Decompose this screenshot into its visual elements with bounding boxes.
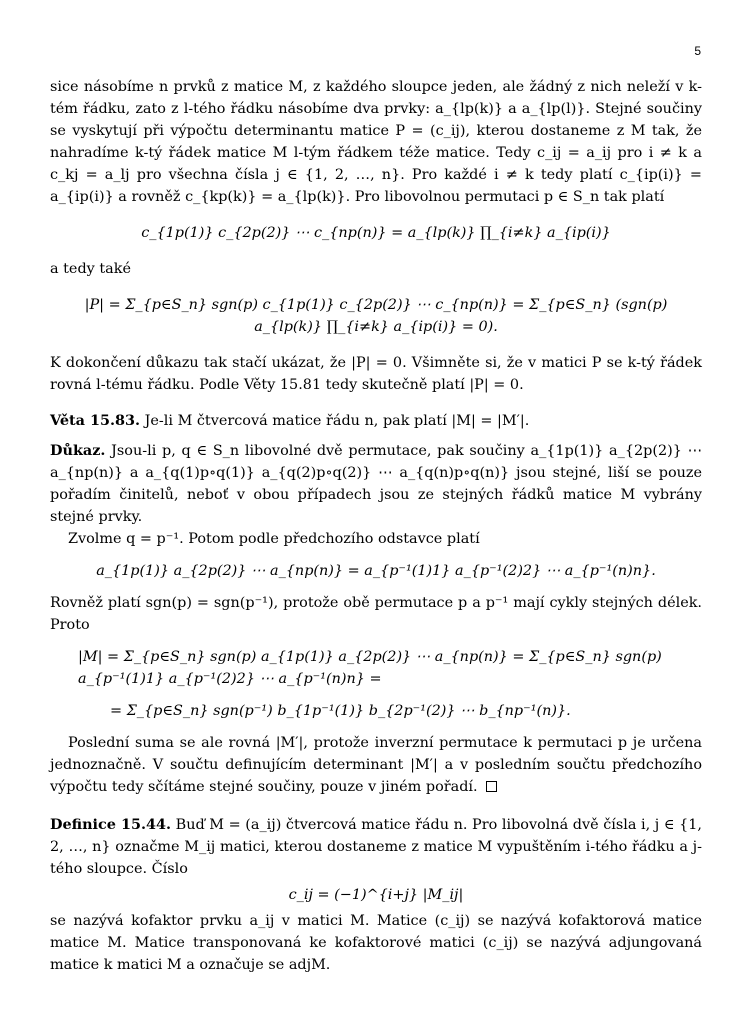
paragraph: Zvolme q = p⁻¹. Potom podle předchozího odstavce platí <box>68 531 480 547</box>
proof-label: Důkaz. <box>50 442 106 459</box>
paragraph: a tedy také <box>50 261 131 277</box>
equation: |M| = Σ_{p∈S_n} sgn(p) a_{1p(1)} a_{2p(2)} ⋯ a_{np(n)} = Σ_{p∈S_n} sgn(p) a_{p⁻¹(1)1} a_{p⁻¹(2)2} ⋯ a_{p⁻¹(n)n} = <box>78 649 662 687</box>
definition-text: Buď M = (a_ij) čtvercová matice řádu n. Pro libovolná dvě čísla i, j ∈ {1, 2, …, n} označme M_ij matici, kterou dostaneme z matice M vypuštěním i-tého řádku a j-tého sloupce. Číslo <box>50 817 702 877</box>
paragraph: sice násobíme n prvků z matice M, z každého sloupce jeden, ale žádný z nich neleží v k-tém řádku, zato z l-tého řádku násobíme dva prvky: a_{lp(k)} a a_{lp(l)}. Stejné součiny se vyskytují při výpočtu determinantu matice P = (c_ij), kterou dostaneme z M tak, že nahradíme k-tý řádek matice M l-tým řádkem téže matice. Tedy c_ij = a_ij pro i ≠ k a c_kj = a_lj pro všechna čísla j ∈ {1, 2, …, n}. Pro každé i ≠ k tedy platí c_{ip(i)} = a_{ip(i)} a rovněž c_{kp(k)} = a_{lp(k)}. Pro libovolnou permutaci p ∈ S_n tak platí <box>50 79 702 205</box>
page-number: 5 <box>694 44 701 58</box>
proof <box>50 440 702 528</box>
definition <box>50 814 702 880</box>
equation: a_{1p(1)} a_{2p(2)} ⋯ a_{np(n)} = a_{p⁻¹(1)1} a_{p⁻¹(2)2} ⋯ a_{p⁻¹(n)n}. <box>96 563 656 579</box>
paragraph-text: Poslední suma se ale rovná |M′|, protože inverzní permutace k permutaci p je určena jednoznačně. V součtu definujícím determinant |M′| a v posledním součtu předchozího výpočtu tedy sčítáme stejné součiny, pouze v jiném pořadí. <box>50 735 702 795</box>
theorem <box>50 410 702 432</box>
qed-square-icon <box>486 781 497 792</box>
definition-label: Definice 15.44. <box>50 816 172 833</box>
equation: c_ij = (−1)^{i+j} |M_ij| <box>288 887 464 903</box>
theorem-text: Je-li M čtvercová matice řádu n, pak platí |M| = |M′|. <box>144 413 530 429</box>
paragraph <box>50 732 702 798</box>
proof-text: Jsou-li p, q ∈ S_n libovolné dvě permutace, pak součiny a_{1p(1)} a_{2p(2)} ⋯ a_{np(n)} a a_{q(1)p∘q(1)} a_{q(2)p∘q(2)} ⋯ a_{q(n)p∘q(n)} jsou stejné, liší se pouze pořadím činitelů, neboť v obou případech jsou ze stejných řádků matice M vybrány stejné prvky. <box>50 443 702 525</box>
equation: = Σ_{p∈S_n} sgn(p⁻¹) b_{1p⁻¹(1)} b_{2p⁻¹(2)} ⋯ b_{np⁻¹(n)}. <box>110 703 571 719</box>
equation: |P| = Σ_{p∈S_n} sgn(p) c_{1p(1)} c_{2p(2)} ⋯ c_{np(n)} = Σ_{p∈S_n} (sgn(p) a_{lp(k)} ∏_{i≠k} a_{ip(i)} = 0). <box>84 297 668 335</box>
equation: c_{1p(1)} c_{2p(2)} ⋯ c_{np(n)} = a_{lp(k)} ∏_{i≠k} a_{ip(i)} <box>141 225 611 241</box>
paragraph: Rovněž platí sgn(p) = sgn(p⁻¹), protože obě permutace p a p⁻¹ mají cykly stejných délek. Proto <box>50 595 702 633</box>
page-body <box>50 76 702 976</box>
theorem-label: Věta 15.83. <box>50 412 141 429</box>
paragraph: se nazývá kofaktor prvku a_ij v matici M. Matice (c_ij) se nazývá kofaktorová matice matice M. Matice transponovaná ke kofaktorové matici (c_ij) se nazývá adjungovaná matice k matici M a označuje se adjM. <box>50 913 702 973</box>
paragraph: K dokončení důkazu tak stačí ukázat, že |P| = 0. Všimněte si, že v matici P se k-tý řádek rovná l-tému řádku. Podle Věty 15.81 tedy skutečně platí |P| = 0. <box>50 355 702 393</box>
